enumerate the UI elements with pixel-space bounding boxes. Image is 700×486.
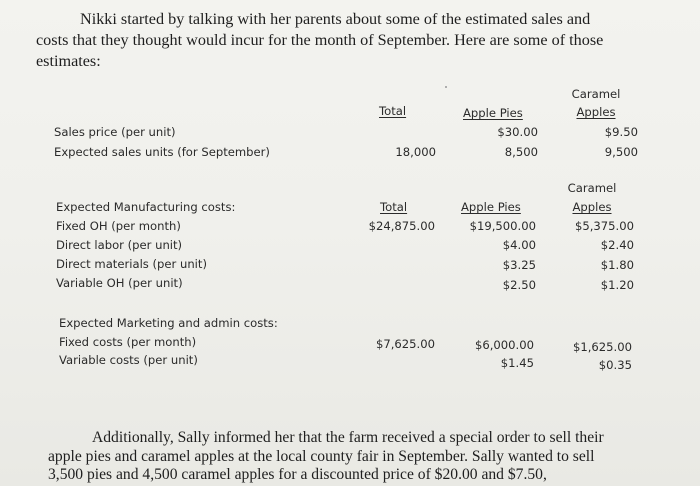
marketing-row-apple-pies: $1.45 — [500, 356, 534, 370]
sales-header-caramel: Caramel — [571, 87, 621, 101]
manufacturing-row-apple-pies: $2.50 — [502, 278, 536, 292]
marketing-row-caramel-apples: $1,625.00 — [572, 340, 632, 354]
outro-line-2: apple pies and caramel apples at the local county fair in September. Sally wanted to sell — [48, 447, 595, 465]
manufacturing-row-total: $24,875.00 — [368, 219, 435, 233]
intro-line-2: costs that they thought would incur for the month of September. Here are some of those — [36, 31, 604, 49]
marketing-row-label: Variable costs (per unit) — [59, 353, 198, 367]
manufacturing-section-label: Expected Manufacturing costs: — [56, 200, 236, 214]
outro-paragraph — [48, 429, 688, 485]
stray-mark — [445, 86, 447, 88]
outro-line-1: Additionally, Sally informed her that the farm received a special order to sell their — [92, 429, 604, 446]
manufacturing-row-label: Fixed OH (per month) — [56, 219, 181, 233]
marketing-row-total: $7,625.00 — [375, 337, 435, 351]
manufacturing-header-apples: Apples — [572, 200, 612, 214]
sales-row-label: Expected sales units (for September) — [54, 145, 270, 159]
manufacturing-row-label: Variable OH (per unit) — [56, 276, 183, 290]
intro-paragraph — [36, 9, 676, 72]
manufacturing-row-label: Direct materials (per unit) — [56, 257, 207, 271]
marketing-row-apple-pies: $6,000.00 — [474, 338, 534, 352]
sales-header-apple-pies: Apple Pies — [463, 106, 523, 120]
manufacturing-row-label: Direct labor (per unit) — [56, 238, 183, 252]
sales-row-apple-pies: 8,500 — [504, 145, 538, 159]
sales-row-label: Sales price (per unit) — [54, 125, 176, 139]
sales-row-caramel-apples: 9,500 — [604, 145, 638, 159]
manufacturing-row-apple-pies: $4.00 — [502, 238, 536, 252]
manufacturing-row-apple-pies: $3.25 — [502, 258, 536, 272]
intro-line-1: Nikki started by talking with her parents about some of the estimated sales and — [80, 10, 591, 28]
sales-row-total: 18,000 — [395, 145, 436, 159]
marketing-row-label: Fixed costs (per month) — [59, 335, 197, 349]
manufacturing-row-caramel-apples: $5,375.00 — [574, 219, 634, 233]
sales-header-apples: Apples — [576, 105, 616, 119]
marketing-row-caramel-apples: $0.35 — [598, 358, 632, 372]
manufacturing-row-caramel-apples: $1.80 — [600, 258, 634, 272]
marketing-section-label: Expected Marketing and admin costs: — [59, 316, 278, 330]
sales-row-apple-pies: $30.00 — [497, 125, 538, 139]
outro-line-3: 3,500 pies and 4,500 caramel apples for a discounted price of $20.00 and $7.50, — [48, 466, 547, 483]
manufacturing-header-total: Total — [380, 200, 408, 214]
sales-row-caramel-apples: $9.50 — [604, 125, 638, 139]
intro-line-3: estimates: — [36, 52, 101, 70]
manufacturing-row-apple-pies: $19,500.00 — [469, 219, 536, 233]
manufacturing-row-caramel-apples: $2.40 — [600, 238, 634, 252]
sales-header-total: Total — [379, 104, 407, 118]
manufacturing-header-caramel: Caramel — [567, 181, 617, 195]
manufacturing-row-caramel-apples: $1.20 — [600, 278, 634, 292]
manufacturing-header-apple-pies: Apple Pies — [461, 200, 521, 214]
